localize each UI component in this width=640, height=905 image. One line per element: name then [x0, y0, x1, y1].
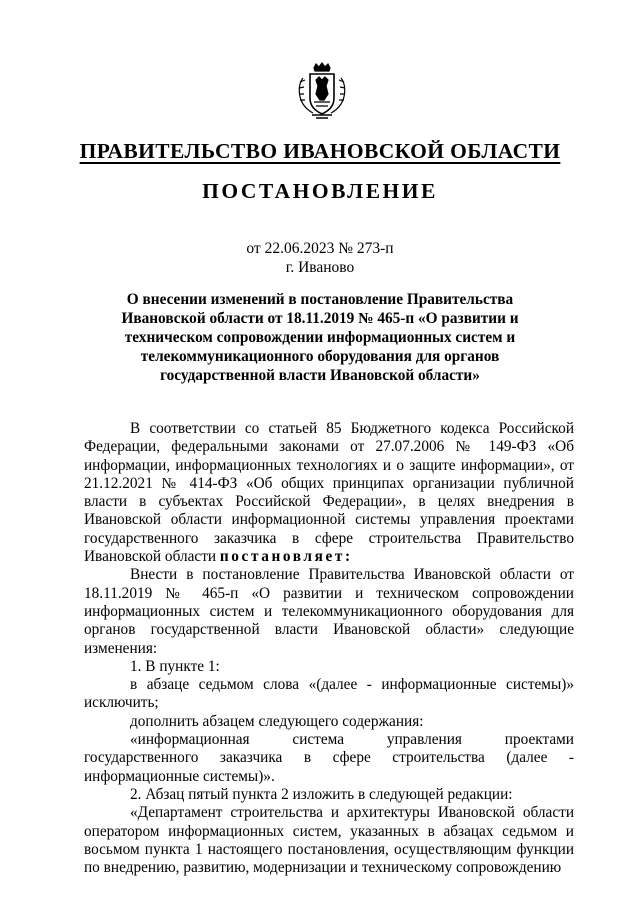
body-paragraph-4: в абзаце седьмом слова «(далее - информационные системы)» исключить;: [84, 676, 574, 712]
coat-of-arms-icon: [296, 62, 348, 120]
document-city: г. Иваново: [285, 259, 355, 276]
body-paragraph-8: «Департамент строительства и архитектуры Ивановской области оператором информационных систем, указанных в абзацах седьмом и восьмом пункта 1 настоящего постановления, осуществляющим функции по внедрению, развитию, модернизации и техническому сопровождению: [84, 804, 574, 877]
body-paragraph-3: 1. В пункте 1:: [130, 657, 220, 675]
document-subject: О внесении изменений в постановление Правительства Ивановской области от 18.11.2019 № 465-п «О развитии и техническом сопровождении информационных систем и телекоммуникационного оборудования для органов государственной власти Ивановской области»: [121, 291, 519, 384]
decree-word: постановляет:: [219, 548, 353, 566]
body-paragraph-2: Внести в постановление Правительства Ивановской области от 18.11.2019 № 465-п «О развитии и техническом сопровождении информационных систем и телекоммуникационного оборудования для органов государственной власти Ивановской области» следующие изменения:: [84, 566, 574, 657]
body-paragraph-6: «информационная система управления проектами государственного заказчика в сфере строительства (далее - информационные системы)».: [84, 731, 574, 785]
body-paragraph-1-text: В соответствии со статьей 85 Бюджетного кодекса Российской Федерации, федеральными законами от 27.07.2006 № 149-ФЗ «Об информации, информационных технологиях и о защите информации», от 21.12.2021 № 414-ФЗ «Об общих принципах организации публичной власти в субъектах Российской Федерации», в целях внедрения в Ивановской области информационной системы управления проектами государственного заказчика в сфере строительства Правительство Ивановской области: [84, 420, 574, 566]
body-paragraph-7: 2. Абзац пятый пункта 2 изложить в следующей редакции:: [130, 785, 513, 803]
document-body: [84, 420, 574, 877]
document-type-heading: ПОСТАНОВЛЕНИЕ: [202, 179, 438, 203]
body-paragraph-5: дополнить абзацем следующего содержания:: [130, 712, 424, 730]
government-title: ПРАВИТЕЛЬСТВО ИВАНОВСКОЙ ОБЛАСТИ: [79, 139, 561, 163]
body-paragraph-1: [84, 420, 574, 566]
document-date-number: от 22.06.2023 № 273-п: [246, 240, 394, 257]
